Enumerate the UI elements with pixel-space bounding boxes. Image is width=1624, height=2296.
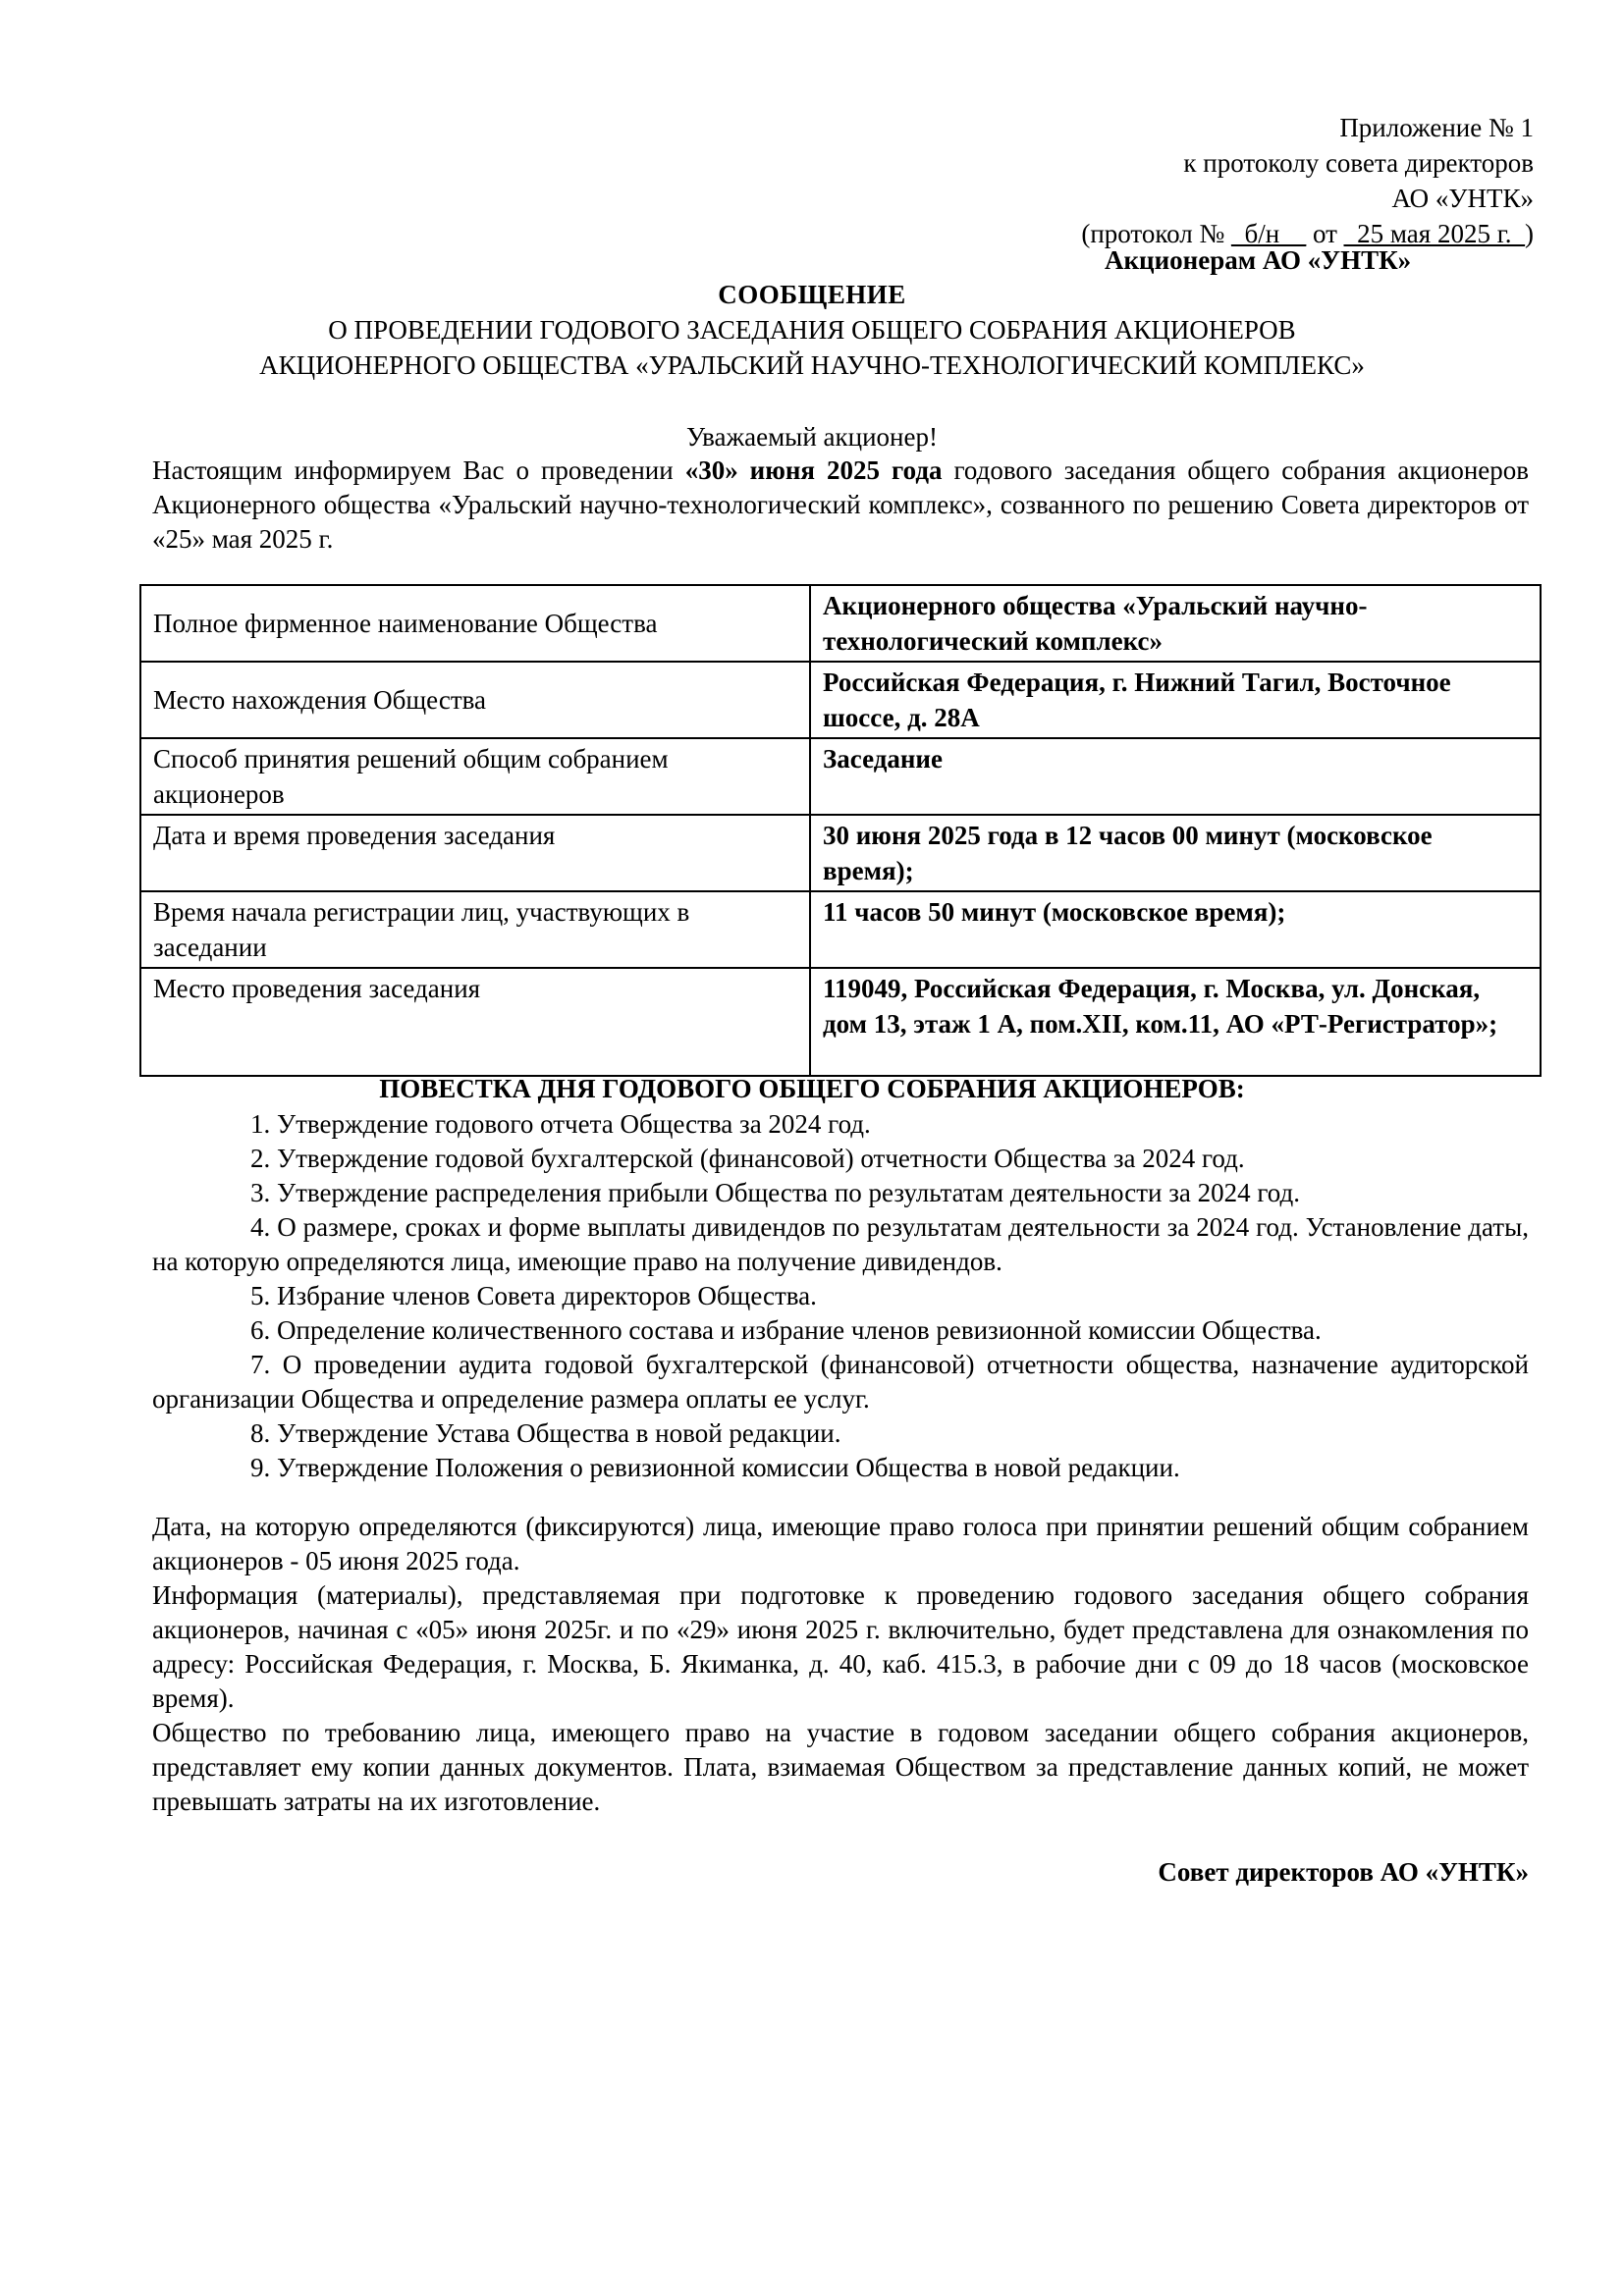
notice-title-line3: АКЦИОНЕРНОГО ОБЩЕСТВА «УРАЛЬСКИЙ НАУЧНО-ТЕХНОЛОГИЧЕСКИЙ КОМПЛЕКС» <box>259 350 1365 380</box>
table-row <box>140 815 1541 891</box>
agenda-item: 1. Утверждение годового отчета Общества за 2024 год. <box>250 1109 871 1139</box>
table-label: Место нахождения Общества <box>140 662 810 738</box>
notice-title-line2: О ПРОВЕДЕНИИ ГОДОВОГО ЗАСЕДАНИЯ ОБЩЕГО СОБРАНИЯ АКЦИОНЕРОВ <box>328 315 1296 345</box>
notice-title <box>0 277 1624 383</box>
intro-meeting-date: «30» июня 2025 года <box>684 455 943 485</box>
agenda-list <box>152 1107 1529 1485</box>
notice-title-main: СООБЩЕНИЕ <box>718 280 906 309</box>
additional-info <box>152 1510 1529 1819</box>
table-label: Время начала регистрации лиц, участвующих в заседании <box>140 891 810 968</box>
record-date-paragraph: Дата, на которую определяются (фиксируются) лица, имеющие право голоса при принятии решений общим собранием акционеров - 05 июня 2025 года. <box>152 1512 1529 1575</box>
protocol-number: _б/н__ <box>1231 219 1307 248</box>
table-label: Полное фирменное наименование Общества <box>140 585 810 662</box>
intro-part2: годового заседания общего собрания акционеров Акционерного общества «Уральский научно-технологический комплекс», созванного по решению Совета директоров от «25» мая 2025 г. <box>152 455 1530 554</box>
table-row <box>140 968 1541 1076</box>
protocol-prefix: (протокол № <box>1081 219 1231 248</box>
table-value: Российская Федерация, г. Нижний Тагил, Восточное шоссе, д. 28А <box>810 662 1541 738</box>
table-row <box>140 662 1541 738</box>
intro-part1: Настоящим информируем Вас о проведении <box>152 455 685 485</box>
protocol-mid: от <box>1306 219 1344 248</box>
agenda-title: ПОВЕСТКА ДНЯ ГОДОВОГО ОБЩЕГО СОБРАНИЯ АКЦИОНЕРОВ: <box>379 1074 1245 1103</box>
copies-paragraph: Общество по требованию лица, имеющего право на участие в годовом заседании общего собрания акционеров, представляет ему копии данных документов. Плата, взимаемая Обществом за представление данных копий, не может превышать затраты на их изготовление. <box>152 1718 1529 1816</box>
meeting-info-table <box>139 584 1542 1077</box>
agenda-item: 7. О проведении аудита годовой бухгалтерской (финансовой) отчетности общества, назначение аудиторской организации Общества и определение размера оплаты ее услуг. <box>152 1350 1529 1414</box>
table-value: Акционерного общества «Уральский научно-технологический комплекс» <box>810 585 1541 662</box>
appendix-protocol-ref: к протоколу совета директоров <box>1183 148 1534 178</box>
greeting: Уважаемый акционер! <box>686 422 938 452</box>
table-row <box>140 585 1541 662</box>
appendix-company: АО «УНТК» <box>1391 184 1534 213</box>
agenda-item: 9. Утверждение Положения о ревизионной комиссии Общества в новой редакции. <box>250 1453 1180 1482</box>
appendix-title: Приложение № 1 <box>1339 113 1534 142</box>
agenda-item: 2. Утверждение годовой бухгалтерской (финансовой) отчетности Общества за 2024 год. <box>250 1144 1245 1173</box>
protocol-suffix: ) <box>1525 219 1534 248</box>
table-label: Место проведения заседания <box>140 968 810 1076</box>
protocol-date: _25 мая 2025 г._ <box>1343 219 1525 248</box>
materials-paragraph: Информация (материалы), представляемая при подготовке к проведению годового заседания общего собрания акционеров, начиная с «05» июня 2025г. и по «29» июня 2025 г. включительно, будет представлена для ознакомления по адресу: Российская Федерация, г. Москва, Б. Якиманка, д. 40, каб. 415.3, в рабочие дни с 09 до 18 часов (московское время). <box>152 1580 1529 1713</box>
agenda-item: 8. Утверждение Устава Общества в новой редакции. <box>250 1418 841 1448</box>
agenda-item: 5. Избрание членов Совета директоров Общества. <box>250 1281 817 1310</box>
table-label: Дата и время проведения заседания <box>140 815 810 891</box>
signature: Совет директоров АО «УНТК» <box>1158 1857 1529 1887</box>
table-row <box>140 738 1541 815</box>
agenda-item: 3. Утверждение распределения прибыли Общества по результатам деятельности за 2024 год. <box>250 1178 1300 1207</box>
addressee: Акционерам АО «УНТК» <box>1105 245 1412 275</box>
table-value: 30 июня 2025 года в 12 часов 00 минут (московское время); <box>810 815 1541 891</box>
table-label: Способ принятия решений общим собранием акционеров <box>140 738 810 815</box>
table-value: 11 часов 50 минут (московское время); <box>810 891 1541 968</box>
intro-paragraph <box>152 454 1529 557</box>
appendix-header <box>846 110 1534 251</box>
agenda-item: 4. О размере, сроках и форме выплаты дивидендов по результатам деятельности за 2024 год. Установление даты, на которую определяются лица, имеющие право на получение дивидендов. <box>152 1212 1529 1276</box>
agenda-item: 6. Определение количественного состава и избрание членов ревизионной комиссии Общества. <box>250 1315 1322 1345</box>
table-row <box>140 891 1541 968</box>
table-value: Заседание <box>810 738 1541 815</box>
table-value: 119049, Российская Федерация, г. Москва, ул. Донская, дом 13, этаж 1 А, пом.XII, ком.11, АО «РТ-Регистратор»; <box>810 968 1541 1076</box>
